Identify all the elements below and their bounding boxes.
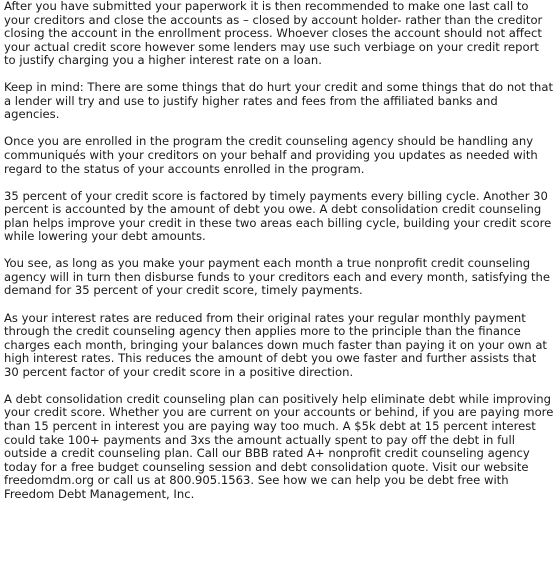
paragraph-timely-payments: You see, as long as you make your payment each month a true nonprofit credit counseling agency will in turn then disburse funds to your creditors each and every month, satisfying the demand for 35 percent of your credit score, timely payments. [4, 256, 551, 298]
paragraph-credit-score-factors: 35 percent of your credit score is factored by timely payments every billing cycle. Another 30 percent is accounted by the amount of debt you owe. A debt consolidation credit counseling plan helps improve your credit in these two areas each billing cycle, building your credit score while lowering your debt amounts. [4, 188, 552, 244]
paragraph-interest-rates: As your interest rates are reduced from their original rates your regular monthly payment through the credit counseling agency then applies more to the principle than the finance charges each month, bringing your balances down much faster than paying it on your own at high interest rates. This reduces the amount of debt you owe faster and further assists that 30 percent factor of your credit score in a positive direction. [4, 310, 547, 379]
paragraph-call-to-action: A debt consolidation credit counseling plan can positively help eliminate debt while improving your credit score. Whether you are current on your accounts or behind, if you are paying more than 15 percent in interest you are paying way too much. A $5k debt at 15 percent interest could take 100+ payments and 3xs the amount actually spent to pay off the debt in full outside a credit counseling plan. Call our BBB rated A+ nonprofit credit counseling agency today for a free budget counseling session and debt consolidation quote. Visit our website freedomdm.org or call us at 800.905.1563. See how we can help you be debt free with Freedom Debt Management, Inc. [4, 391, 554, 501]
paragraph-enrollment: Once you are enrolled in the program the credit counseling agency should be handling any communiqués with your creditors on your behalf and providing you updates as needed with regard to the status of your accounts enrolled in the program. [4, 134, 538, 176]
paragraph-keep-in-mind: Keep in mind: There are some things that do hurt your credit and some things that do not that a lender will try and use to justify higher rates and fees from the affiliated banks and agencies. [4, 80, 554, 122]
paragraph-final-call: After you have submitted your paperwork it is then recommended to make one last call to your creditors and close the accounts as – closed by account holder- rather than the creditor closing the account in the enrollment process. Whoever closes the account should not affect your actual credit score however some lenders may use such verbiage on your credit report to justify charging you a higher interest rate on a loan. [4, 0, 543, 68]
article-body [4, 0, 554, 515]
